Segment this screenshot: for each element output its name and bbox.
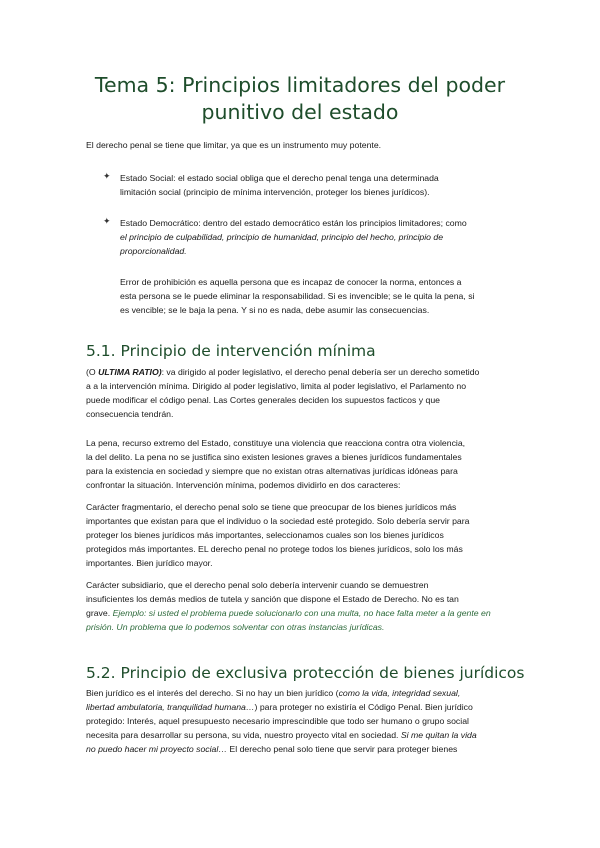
paragraph-line [86, 700, 516, 714]
intro-paragraph [86, 138, 516, 152]
paragraph-line: insuficientes los demás medios de tutela y sanción que dispone el Estado de Derecho. No es tan [86, 594, 459, 605]
paragraph-line: Error de prohibición es aquella persona que es incapaz de conocer la norma, entonces a [120, 277, 462, 287]
text-fragment: Si me quitan la vida [400, 730, 477, 741]
section1-paragraph-3 [86, 500, 516, 570]
text-fragment: : va dirigido al poder legislativo, el derecho penal debería ser un derecho sometido [161, 367, 480, 377]
page-title [60, 72, 540, 126]
section-heading-5-2: 5.2. Principio de exclusiva protección de bienes jurídicos [86, 664, 525, 682]
bullet-line: Estado Social: el estado social obliga que el derecho penal tenga una determinada [120, 173, 439, 183]
paragraph-line [86, 365, 516, 379]
section1-paragraph-4 [86, 578, 516, 634]
paragraph-line [86, 742, 516, 756]
section1-paragraph-2 [86, 436, 516, 492]
text-fragment: (O [86, 367, 99, 377]
paragraph-line [86, 606, 516, 620]
bullet-line: proporcionalidad. [120, 246, 187, 257]
text-fragment: El derecho penal solo tiene que servir para proteger bienes [227, 744, 458, 755]
paragraph-line: proteger los bienes jurídicos más importantes, seleccionamos cuales son los bienes jurídicos [86, 530, 444, 541]
paragraph-line: para la existencia en sociedad y siempre que no existan otras alternativas jurídicas idóneas para [86, 466, 458, 477]
bullet-line: Estado Democrático: dentro del estado democrático están los principios limitadores; como [120, 218, 467, 228]
paragraph-line: protegido: Interés, aquel presupuesto necesario imprescindible que todo ser humano o grupo social [86, 716, 469, 727]
page-title-line-1: Tema 5: Principios limitadores del poder [94, 73, 506, 97]
paragraph-line: esta persona se le puede eliminar la responsabilidad. Si es invencible; se le quita la pena, si [120, 291, 475, 302]
paragraph-line: consecuencia tendrán. [86, 409, 174, 420]
example-text: prisión. Un problema que lo podemos solventar con otras instancias jurídicas. [86, 622, 385, 633]
paragraph-line: importantes. Bien jurídico mayor. [86, 558, 213, 569]
paragraph-line: a a la intervención mínima. Dirigido al poder legislativo, limita al poder legislativo, el Parlamento no [86, 381, 467, 392]
bullet-estado-democratico [120, 216, 520, 258]
paragraph-line [86, 728, 516, 742]
example-text: Ejemplo: si usted el problema puede solucionarlo con una multa, no hace falta meter a la gente en [112, 608, 491, 619]
text-fragment: libertad ambulatoria, tranquilidad humana… [86, 702, 255, 713]
paragraph-line: la del delito. La pena no se justifica sino existen lesiones graves a bienes jurídicos fundamentales [86, 452, 462, 463]
bullet-star-icon: ✦ [103, 171, 111, 181]
paragraph-line: confrontar la situación. Intervención mínima, podemos dividirlo en dos caracteres: [86, 480, 401, 491]
section1-paragraph-1 [86, 365, 516, 421]
paragraph-line: La pena, recurso extremo del Estado, constituye una violencia que reacciona contra otra violencia, [86, 438, 466, 448]
bullet-line: el principio de culpabilidad, principio de humanidad, principio del hecho, principio de [120, 232, 444, 243]
text-fragment: como la vida, integridad sexual, [338, 688, 461, 698]
paragraph-line: Carácter fragmentario, el derecho penal solo se tiene que preocupar de los bienes jurídicos más [86, 502, 457, 512]
section-heading-5-1: 5.1. Principio de intervención mínima [86, 342, 376, 360]
bullet-line: limitación social (principio de mínima intervención, proteger los bienes jurídicos). [120, 187, 430, 198]
text-fragment: grave. [86, 608, 113, 619]
intro-text: El derecho penal se tiene que limitar, ya que es un instrumento muy potente. [86, 140, 382, 150]
paragraph-line: es vencible; se le baja la pena. Y si no es nada, debe asumir las consecuencias. [120, 305, 430, 316]
paragraph-line: Carácter subsidiario, que el derecho penal solo debería intervenir cuando se demuestren [86, 580, 429, 590]
paragraph-line: puede modificar el código penal. Las Cortes generales deciden los supuestos facticos y que [86, 395, 440, 406]
bullet-star-icon: ✦ [103, 216, 111, 226]
bullet-estado-social [120, 171, 520, 199]
section2-paragraph-1 [86, 686, 516, 756]
paragraph-line: importantes que existan para que el individuo o la sociedad esté protegido. Solo debería servir para [86, 516, 470, 527]
error-prohibicion-paragraph [120, 275, 516, 317]
text-fragment: ) para proteger no existiría el Código Penal. Bien jurídico [254, 702, 473, 713]
text-fragment: ULTIMA RATIO) [98, 367, 162, 377]
page-title-line-2: punitivo del estado [201, 100, 399, 124]
text-fragment: Bien jurídico es el interés del derecho. Si no hay un bien jurídico ( [86, 688, 339, 698]
paragraph-line [86, 686, 516, 700]
text-fragment: necesita para desarrollar su persona, su vida, nuestro proyecto vital en sociedad. [86, 730, 401, 741]
text-fragment: no puedo hacer mi proyecto social… [86, 744, 228, 755]
paragraph-line: protegidos más importantes. EL derecho penal no protege todos los bienes jurídicos, solo los más [86, 544, 463, 555]
